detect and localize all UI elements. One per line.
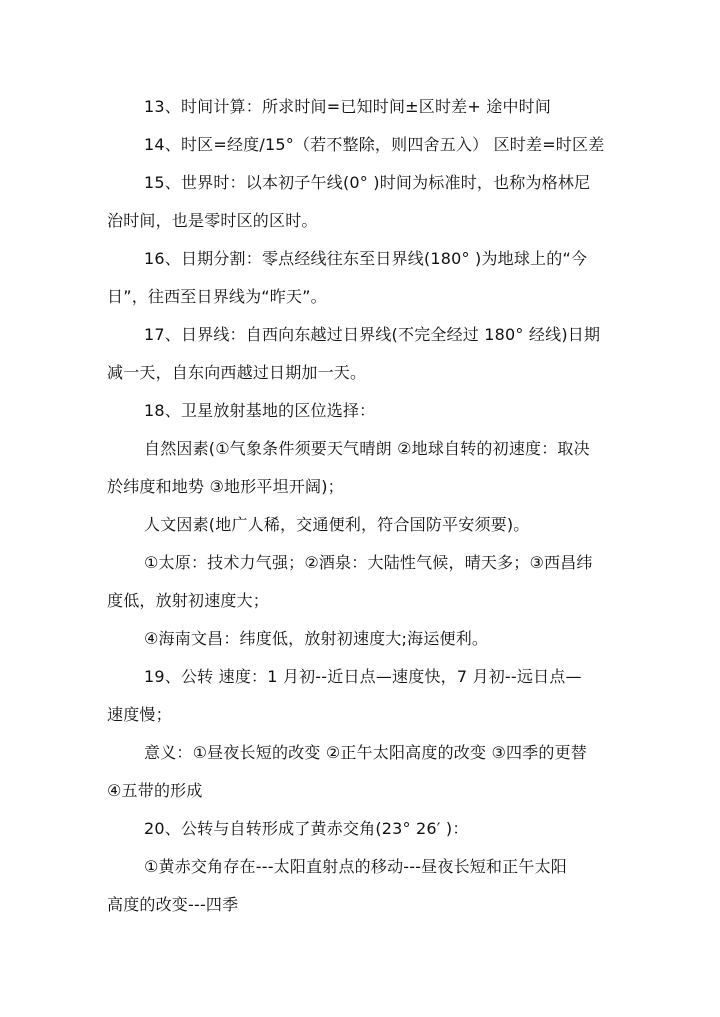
text-line: 14、时区=经度/15°（若不整除，则四舍五入） 区时差=时区差 <box>144 135 605 154</box>
text-line: 意义：①昼夜长短的改变 ②正午太阳高度的改变 ③四季的更替 <box>144 743 588 762</box>
text-line: ①黄赤交角存在---太阳直射点的移动---昼夜长短和正午太阳 <box>144 857 567 876</box>
text-line: 17、日界线：自西向东越过日界线(不完全经过 180° 经线)日期 <box>144 325 601 344</box>
text-line: 人文因素(地广人稀，交通便利，符合国防平安须要)。 <box>144 515 530 534</box>
text-line: 15、世界时：以本初子午线(0° )时间为标准时，也称为格林尼 <box>144 173 591 192</box>
text-line: 20、公转与自转形成了黄赤交角(23° 26′ )： <box>144 819 469 838</box>
text-line: 19、公转 速度：1 月初--近日点—速度快，7 月初--远日点— <box>144 667 582 686</box>
text-line: 自然因素(①气象条件须要天气晴朗 ②地球自转的初速度：取决 <box>144 439 590 458</box>
text-line: 16、日期分割：零点经线往东至日界线(180° )为地球上的“今 <box>144 249 588 268</box>
text-line: 日”，往西至日界线为“昨天”。 <box>107 287 327 306</box>
text-line: ④五带的形成 <box>107 781 203 800</box>
text-line: 减一天，自东向西越过日期加一天。 <box>107 363 367 382</box>
text-line: 治时间，也是零时区的区时。 <box>107 211 318 230</box>
text-line: ①太原：技术力气强；②酒泉：大陆性气候，晴天多；③西昌纬 <box>144 553 593 572</box>
text-line: 速度慢； <box>107 705 172 724</box>
text-line: 高度的改变---四季 <box>107 895 239 914</box>
text-line: 18、卫星放射基地的区位选择： <box>144 401 376 420</box>
text-line: 度低，放射初速度大； <box>107 591 270 610</box>
document-body <box>107 88 612 924</box>
text-line: 13、时间计算：所求时间=已知时间±区时差+ 途中时间 <box>144 97 552 116</box>
text-line: ④海南文昌：纬度低，放射初速度大;海运便利。 <box>144 629 489 648</box>
text-line: 於纬度和地势 ③地形平坦开阔)； <box>107 477 344 496</box>
